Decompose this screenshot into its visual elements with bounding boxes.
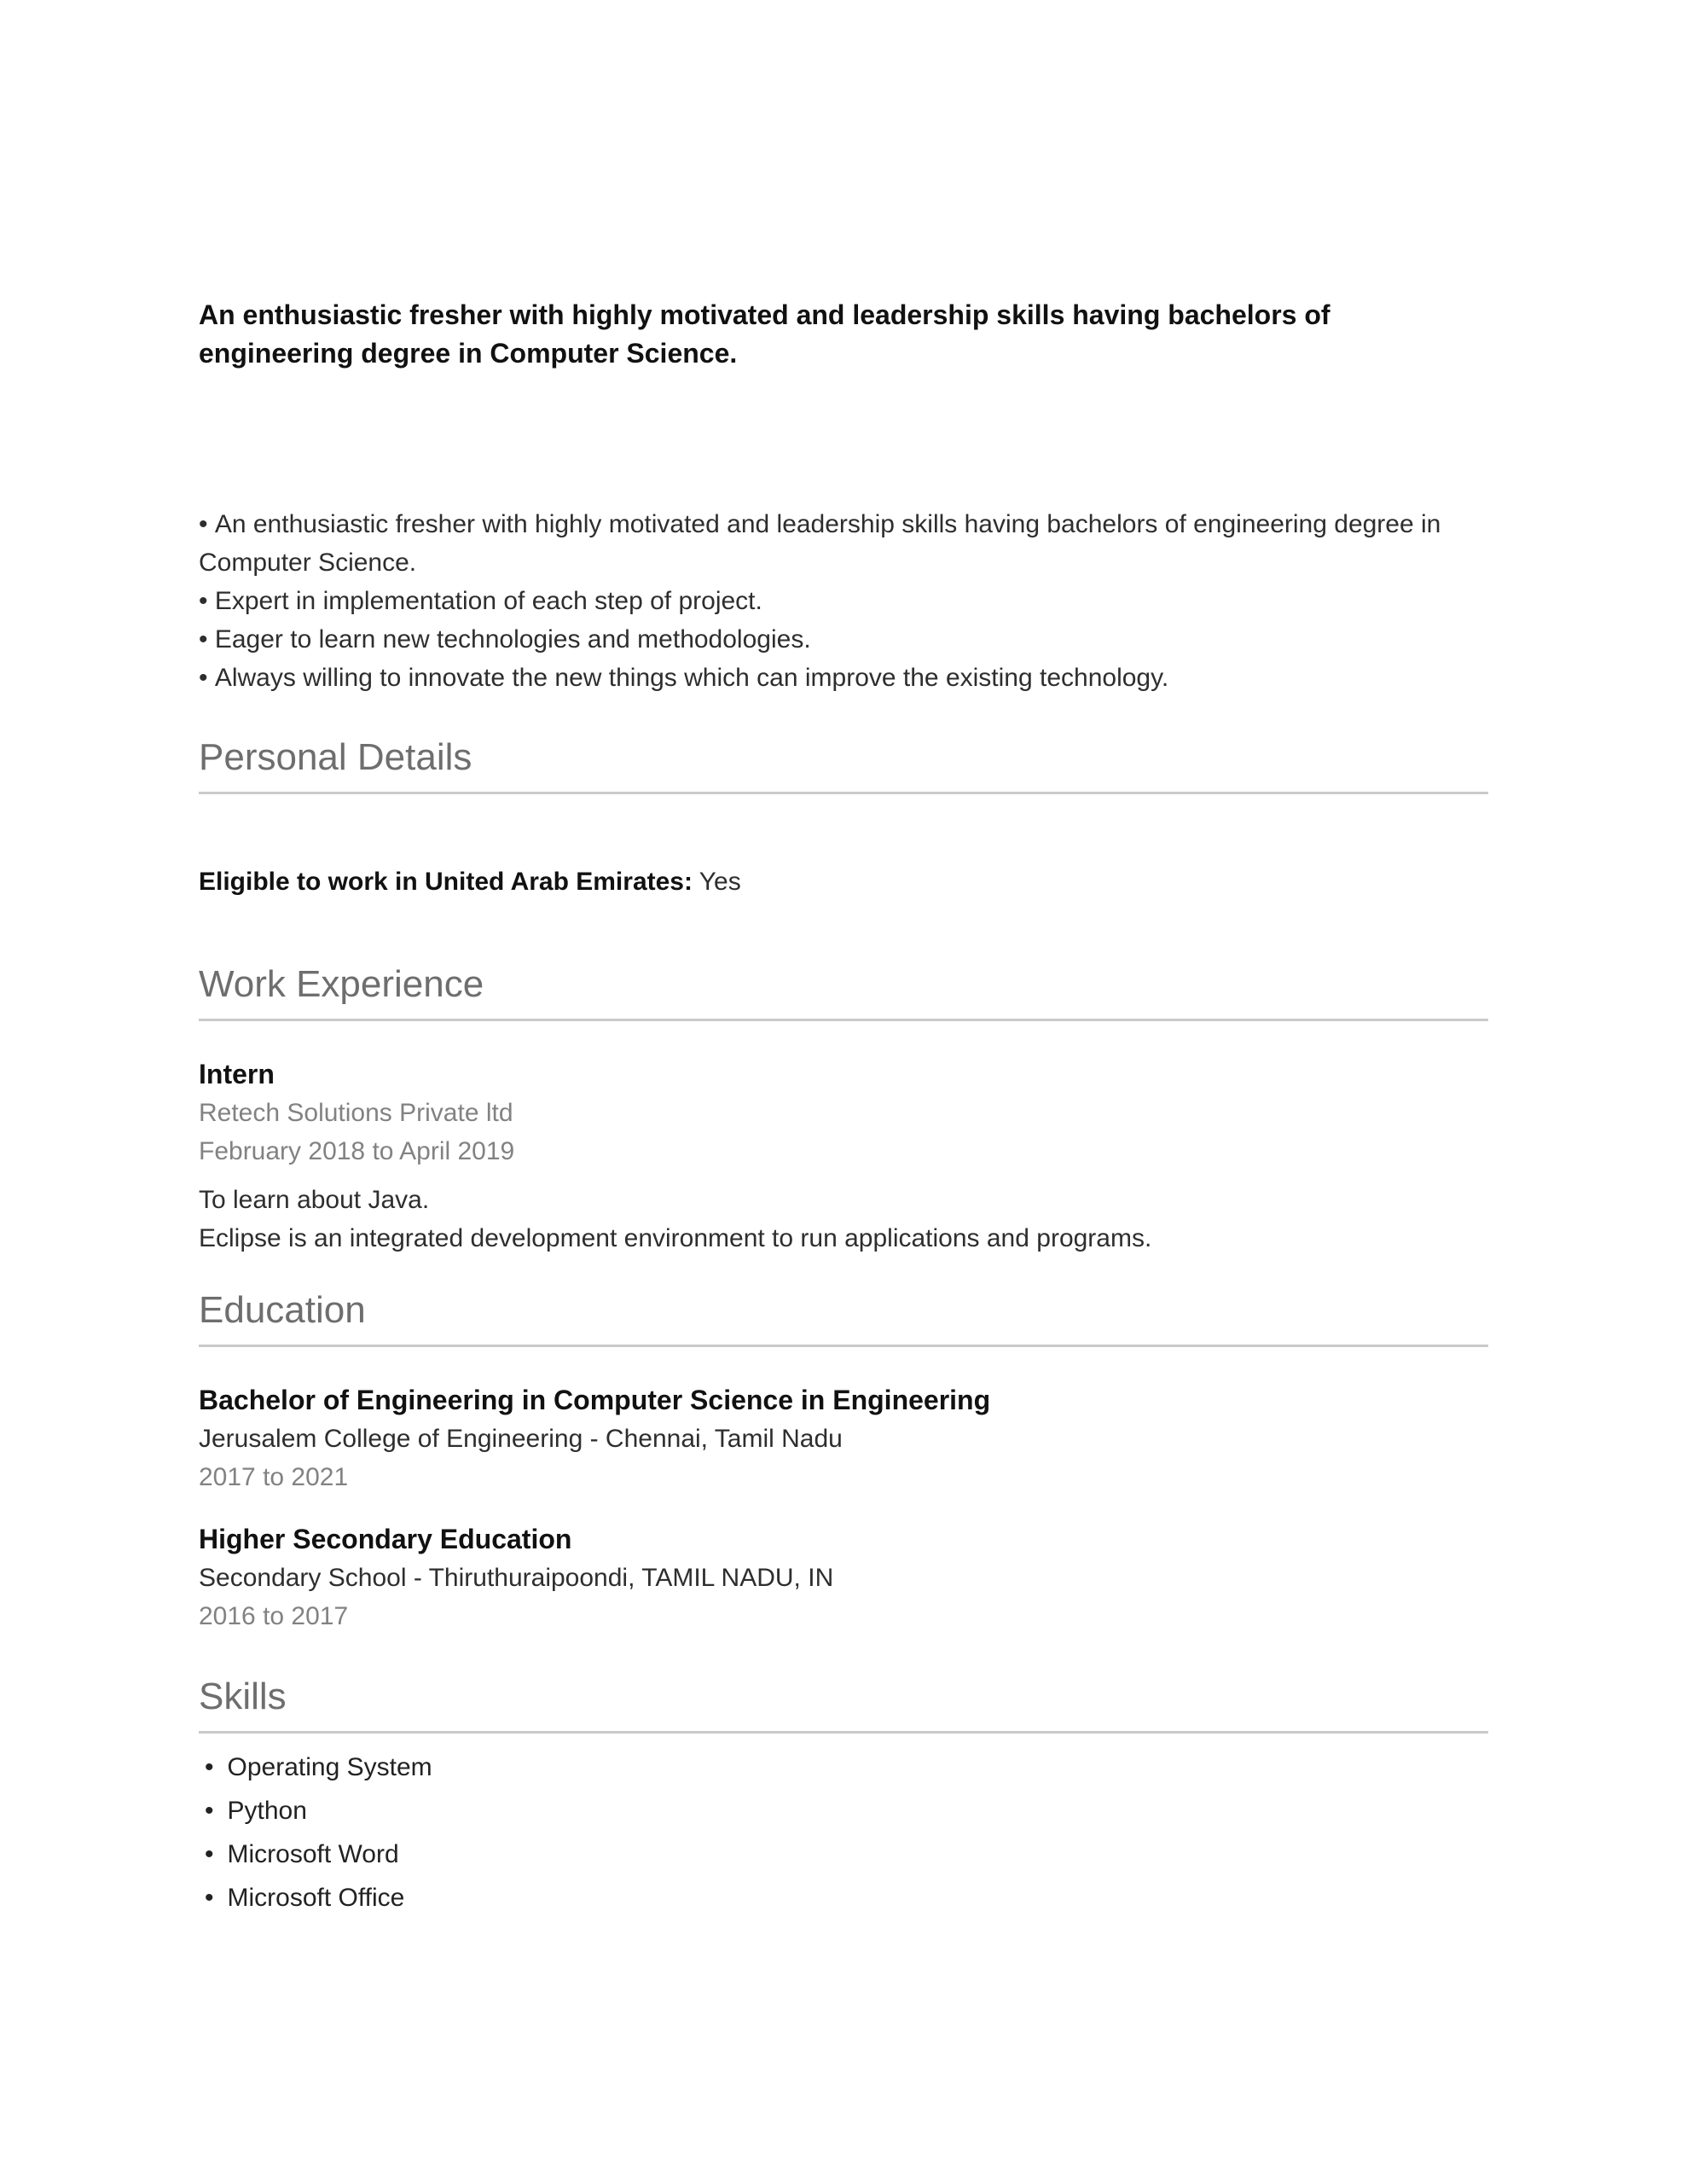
education-degree: Higher Secondary Education (199, 1524, 572, 1554)
job-company: Retech Solutions Private ltd (199, 1099, 513, 1127)
job-description-line-2: Eclipse is an integrated development environment to run applications and programs. (199, 1224, 1152, 1252)
section-divider-education (199, 1345, 1488, 1347)
job-description-line-1: To learn about Java. (199, 1186, 430, 1214)
section-title-work-experience: Work Experience (199, 963, 484, 1005)
section-divider-work-experience (199, 1019, 1488, 1021)
eligibility-line (199, 863, 1488, 901)
section-divider-personal-details (199, 792, 1488, 794)
summary-bullet-list (199, 505, 1488, 697)
job-description (199, 1181, 1488, 1258)
skill-item-1: • Operating System (199, 1745, 1488, 1789)
education-entry-2 (199, 1520, 1488, 1635)
education-entry-1 (199, 1381, 1488, 1496)
education-institution: Jerusalem College of Engineering - Chennai, Tamil Nadu (199, 1425, 843, 1453)
summary-headline: An enthusiastic fresher with highly motivated and leadership skills having bachelors of engineering degree in Computer Science. (199, 299, 1330, 369)
education-dates: 2016 to 2017 (199, 1602, 349, 1630)
eligibility-value: Yes (699, 868, 741, 896)
job-dates: February 2018 to April 2019 (199, 1137, 515, 1165)
skill-item-4: • Microsoft Office (199, 1876, 1488, 1920)
summary-bullet-3: • Eager to learn new technologies and methodologies. (199, 620, 1488, 659)
education-degree: Bachelor of Engineering in Computer Science in Engineering (199, 1385, 991, 1415)
education-dates: 2017 to 2021 (199, 1463, 349, 1491)
section-title-personal-details: Personal Details (199, 736, 472, 778)
job-role: Intern (199, 1059, 275, 1089)
section-divider-skills (199, 1731, 1488, 1734)
eligibility-label: Eligible to work in United Arab Emirates: (199, 868, 693, 896)
skill-item-3: • Microsoft Word (199, 1833, 1488, 1876)
job-entry (199, 1055, 1488, 1258)
summary-bullet-1: • An enthusiastic fresher with highly motivated and leadership skills having bachelors of engineering degree in Computer Science. (199, 505, 1488, 582)
skill-item-2: • Python (199, 1789, 1488, 1833)
skills-list (199, 1745, 1488, 1920)
summary-bullet-4: • Always willing to innovate the new things which can improve the existing technology. (199, 659, 1488, 697)
summary-bullet-2: • Expert in implementation of each step of project. (199, 582, 1488, 620)
education-institution: Secondary School - Thiruthuraipoondi, TAMIL NADU, IN (199, 1564, 834, 1592)
section-title-education: Education (199, 1289, 366, 1331)
section-title-skills: Skills (199, 1676, 287, 1717)
